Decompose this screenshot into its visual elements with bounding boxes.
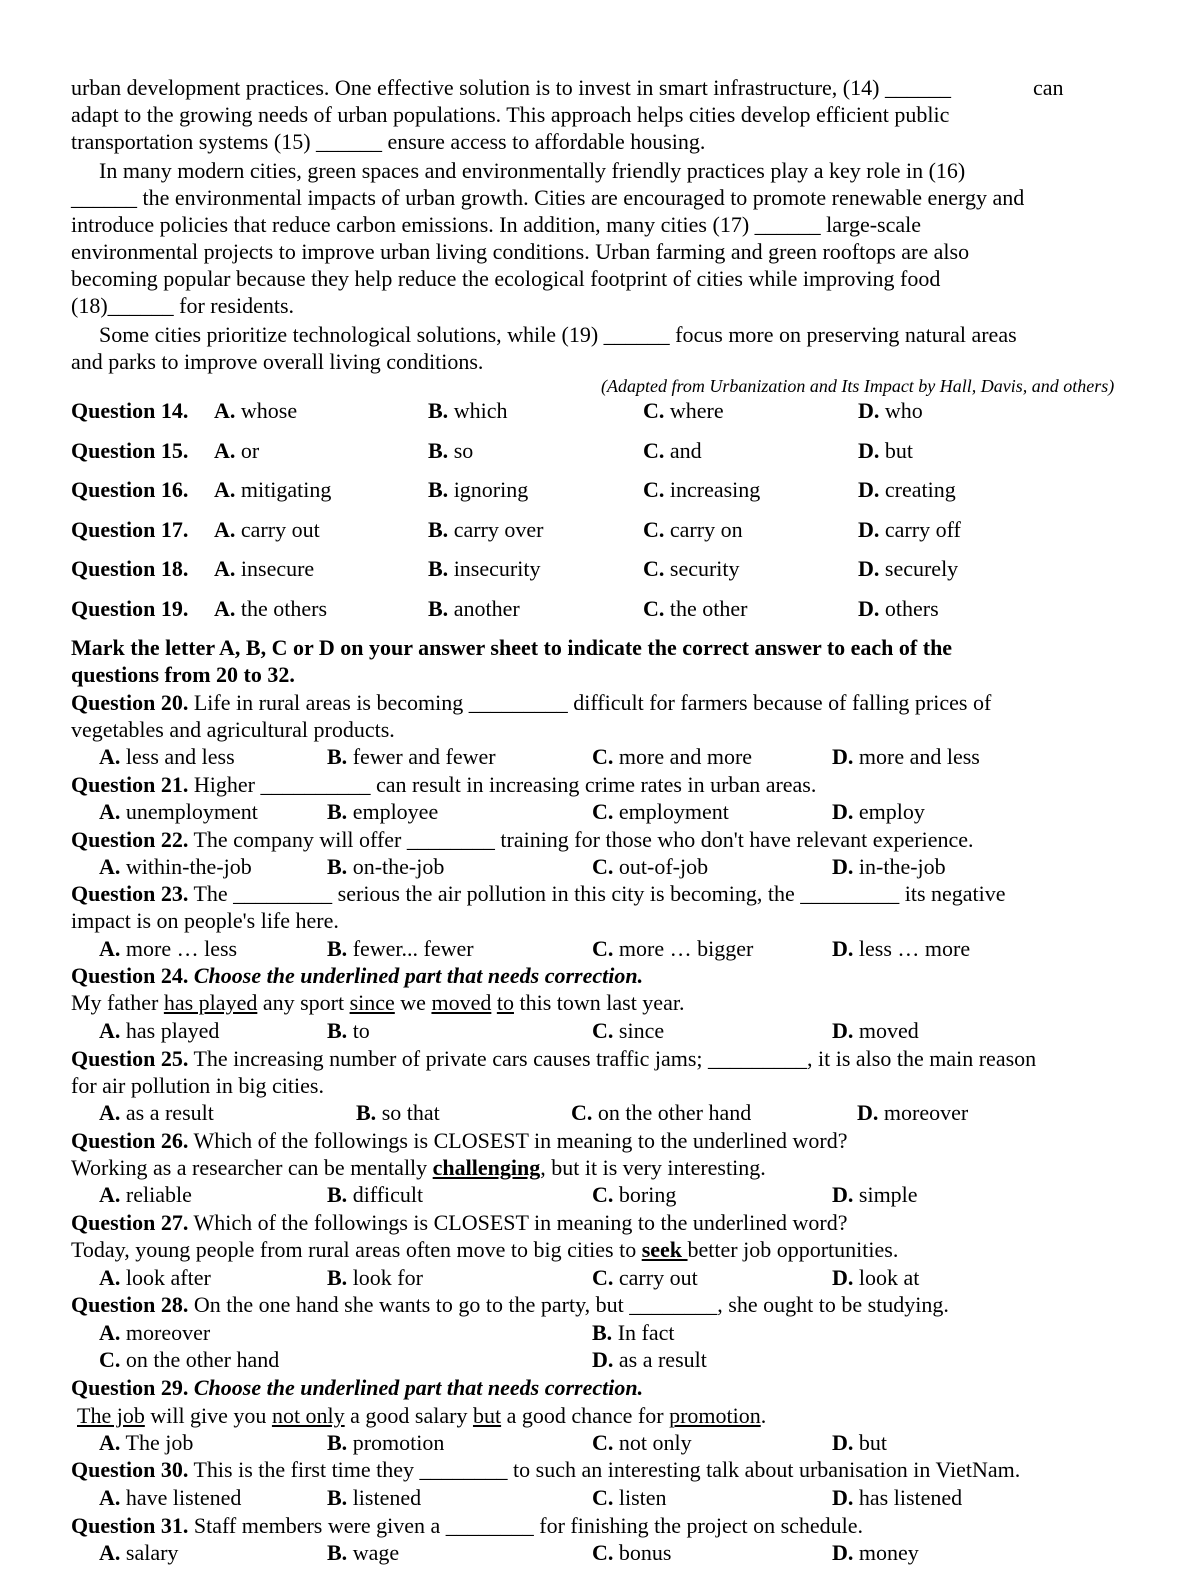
question-21: Question 21. Higher __________ can result in increasing crime rates in urban areas. (71, 772, 817, 797)
answer-option-b[interactable]: B. fewer... fewer (327, 936, 474, 961)
answer-option-c[interactable]: C. security (643, 556, 740, 581)
answer-option-b[interactable]: B. so that (356, 1100, 440, 1125)
answer-option-d[interactable]: D. simple (832, 1182, 918, 1207)
answer-option-a[interactable]: A. within-the-job (99, 854, 252, 879)
answer-option-b[interactable]: B. ignoring (428, 477, 529, 502)
passage-line: transportation systems (15) ______ ensure access to affordable housing. (71, 129, 706, 154)
answer-option-a[interactable]: A. unemployment (99, 799, 258, 824)
answer-option-d[interactable]: D. in-the-job (832, 854, 946, 879)
answer-option-b[interactable]: B. carry over (428, 517, 544, 542)
answer-option-c[interactable]: C. bonus (592, 1540, 672, 1565)
answer-option-a[interactable]: A. mitigating (214, 477, 332, 502)
cloze-question-row (71, 397, 1121, 424)
question-29: Question 29. Choose the underlined part that needs correction. (71, 1375, 644, 1400)
answer-option-c[interactable]: C. since (592, 1018, 665, 1043)
instruction: Mark the letter A, B, C or D on your answer sheet to indicate the correct answer to each of the (71, 635, 953, 660)
answer-option-d[interactable]: D. less … more (832, 936, 971, 961)
question-28: Question 28. On the one hand she wants to go to the party, but ________, she ought to be studying. (71, 1292, 949, 1317)
question-label: Question 17. (71, 517, 189, 542)
passage-line: Some cities prioritize technological solutions, while (19) ______ focus more on preserving natural areas (99, 322, 1017, 347)
question-29-sentence: The job will give you not only a good salary but a good chance for promotion. (77, 1403, 767, 1428)
answer-option-c[interactable]: C. boring (592, 1182, 677, 1207)
answer-option-b[interactable]: B. fewer and fewer (327, 744, 496, 769)
answer-option-d[interactable]: D. who (858, 398, 923, 423)
question-22: Question 22. The company will offer ________ training for those who don't have relevant experience. (71, 827, 974, 852)
answer-option-a[interactable]: A. the others (214, 596, 328, 621)
answer-option-c[interactable]: C. on the other hand (99, 1347, 280, 1372)
answer-option-b[interactable]: B. so (428, 438, 474, 463)
answer-option-b[interactable]: B. to (327, 1018, 370, 1043)
answer-option-a[interactable]: A. salary (99, 1540, 179, 1565)
question-25-cont: for air pollution in big cities. (71, 1073, 324, 1098)
answer-option-d[interactable]: D. look at (832, 1265, 920, 1290)
answer-option-d[interactable]: D. creating (858, 477, 956, 502)
answer-option-a[interactable]: A. has played (99, 1018, 220, 1043)
answer-option-c[interactable]: C. employment (592, 799, 729, 824)
question-30: Question 30. This is the first time they ________ to such an interesting talk about urbanisation in VietNam. (71, 1457, 1021, 1482)
answer-option-a[interactable]: A. reliable (99, 1182, 192, 1207)
answer-option-b[interactable]: B. look for (327, 1265, 423, 1290)
answer-option-d[interactable]: D. others (858, 596, 939, 621)
question-24: Question 24. Choose the underlined part that needs correction. (71, 963, 644, 988)
answer-option-c[interactable]: C. on the other hand (571, 1100, 752, 1125)
passage-line: environmental projects to improve urban living conditions. Urban farming and green rooftops are also (71, 239, 970, 264)
answer-option-c[interactable]: C. listen (592, 1485, 667, 1510)
passage-line: (18)______ for residents. (71, 293, 295, 318)
answer-option-d[interactable]: D. as a result (592, 1347, 707, 1372)
answer-option-c[interactable]: C. increasing (643, 477, 761, 502)
question-20: Question 20. Life in rural areas is becoming _________ difficult for farmers because of falling prices of (71, 690, 992, 715)
question-label: Question 15. (71, 438, 189, 463)
answer-option-d[interactable]: D. more and less (832, 744, 980, 769)
answer-option-d[interactable]: D. moved (832, 1018, 919, 1043)
answer-option-b[interactable]: B. In fact (592, 1320, 675, 1345)
question-label: Question 14. (71, 398, 189, 423)
question-27-sentence: Today, young people from rural areas often move to big cities to seek better job opportunities. (71, 1237, 899, 1262)
answer-option-c[interactable]: C. carry out (592, 1265, 698, 1290)
passage-line: In many modern cities, green spaces and environmentally friendly practices play a key role in (16) (99, 158, 966, 183)
answer-option-b[interactable]: B. listened (327, 1485, 422, 1510)
answer-option-a[interactable]: A. have listened (99, 1485, 242, 1510)
answer-option-c[interactable]: C. where (643, 398, 724, 423)
answer-option-a[interactable]: A. The job (99, 1430, 194, 1455)
answer-option-c[interactable]: C. more … bigger (592, 936, 754, 961)
passage-line: becoming popular because they help reduce the ecological footprint of cities while improving food (71, 266, 941, 291)
answer-option-d[interactable]: D. moreover (857, 1100, 969, 1125)
answer-option-b[interactable]: B. wage (327, 1540, 400, 1565)
answer-option-b[interactable]: B. on-the-job (327, 854, 445, 879)
passage-line: and parks to improve overall living conditions. (71, 349, 484, 374)
question-label: Question 18. (71, 556, 189, 581)
passage-line-end: can (1033, 75, 1064, 100)
answer-option-b[interactable]: B. promotion (327, 1430, 445, 1455)
question-23-cont: impact is on people's life here. (71, 908, 339, 933)
question-label: Question 16. (71, 477, 189, 502)
cloze-question-row (71, 476, 1121, 503)
question-26: Question 26. Which of the followings is CLOSEST in meaning to the underlined word? (71, 1128, 848, 1153)
answer-option-a[interactable]: A. whose (214, 398, 298, 423)
answer-option-a[interactable]: A. less and less (99, 744, 235, 769)
instruction: questions from 20 to 32. (71, 662, 295, 687)
passage-line: adapt to the growing needs of urban populations. This approach helps cities develop efficient public (71, 102, 950, 127)
answer-option-a[interactable]: A. carry out (214, 517, 320, 542)
question-24-sentence: My father has played any sport since we moved to this town last year. (71, 990, 685, 1015)
answer-option-c[interactable]: C. out-of-job (592, 854, 709, 879)
answer-option-b[interactable]: B. another (428, 596, 520, 621)
answer-option-d[interactable]: D. has listened (832, 1485, 963, 1510)
answer-option-a[interactable]: A. moreover (99, 1320, 211, 1345)
answer-option-a[interactable]: A. as a result (99, 1100, 214, 1125)
answer-option-d[interactable]: D. employ (832, 799, 925, 824)
cloze-question-row (71, 516, 1121, 543)
question-31: Question 31. Staff members were given a ________ for finishing the project on schedule. (71, 1513, 864, 1538)
answer-option-c[interactable]: C. the other (643, 596, 748, 621)
question-26-sentence: Working as a researcher can be mentally challenging, but it is very interesting. (71, 1155, 766, 1180)
answer-option-d[interactable]: D. carry off (858, 517, 961, 542)
passage-line: urban development practices. One effective solution is to invest in smart infrastructure, (14) ______ (71, 75, 951, 100)
cloze-question-row (71, 595, 1121, 622)
cloze-question-row (71, 437, 1121, 464)
answer-option-d[interactable]: D. securely (858, 556, 959, 581)
question-27: Question 27. Which of the followings is CLOSEST in meaning to the underlined word? (71, 1210, 848, 1235)
question-20-cont: vegetables and agricultural products. (71, 717, 395, 742)
answer-option-b[interactable]: B. difficult (327, 1182, 424, 1207)
cloze-question-row (71, 555, 1121, 582)
passage-source: (Adapted from Urbanization and Its Impact by Hall, Davis, and others) (601, 376, 1115, 396)
question-25: Question 25. The increasing number of private cars causes traffic jams; _________, it is also the main reason (71, 1046, 1037, 1071)
answer-option-c[interactable]: C. not only (592, 1430, 692, 1455)
answer-option-d[interactable]: D. money (832, 1540, 919, 1565)
question-23: Question 23. The _________ serious the air pollution in this city is becoming, the _________ its negative (71, 881, 1006, 906)
answer-option-c[interactable]: C. more and more (592, 744, 753, 769)
answer-option-d[interactable]: D. but (858, 438, 914, 463)
answer-option-c[interactable]: C. carry on (643, 517, 743, 542)
answer-option-d[interactable]: D. but (832, 1430, 888, 1455)
answer-option-b[interactable]: B. which (428, 398, 508, 423)
answer-option-a[interactable]: A. or (214, 438, 260, 463)
answer-option-a[interactable]: A. insecure (214, 556, 315, 581)
passage-line: introduce policies that reduce carbon emissions. In addition, many cities (17) ______ large-scale (71, 212, 922, 237)
answer-option-a[interactable]: A. more … less (99, 936, 238, 961)
answer-option-b[interactable]: B. employee (327, 799, 439, 824)
answer-option-a[interactable]: A. look after (99, 1265, 211, 1290)
question-label: Question 19. (71, 596, 189, 621)
answer-option-b[interactable]: B. insecurity (428, 556, 541, 581)
passage-line: ______ the environmental impacts of urban growth. Cities are encouraged to promote renewable energy and (71, 185, 1025, 210)
answer-option-c[interactable]: C. and (643, 438, 702, 463)
